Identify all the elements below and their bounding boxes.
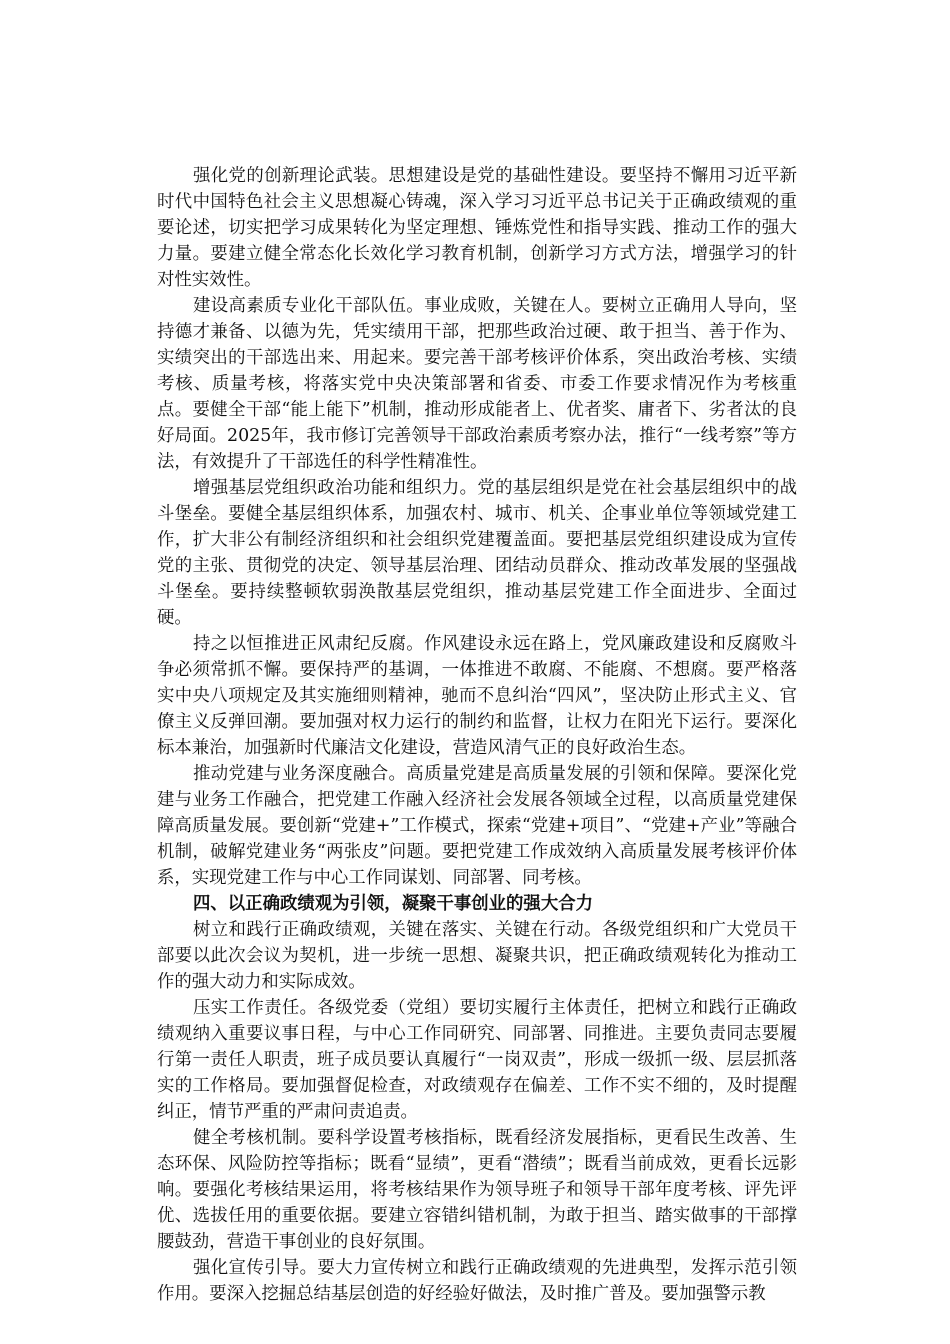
paragraph-cadre-team: 建设高素质专业化干部队伍。事业成败，关键在人。要树立正确用人导向，坚持德才兼备、以德为先，凭实绩用干部，把那些政治过硬、敢于担当、善于作为、实绩突出的干部选出来、用起来。要完善干部考核评价体系，突出政治考核、实绩考核、质量考核，将落实党中央决策部署和省委、市委工作要求情况作为考核重点。要健全干部“能上能下”机制，推动形成能者上、优者奖、庸者下、劣者汰的良好局面。2025年，我市修订完善领导干部政治素质考察办法，推行“一线考察”等方法，有效提升了干部选任的科学性精准性。 xyxy=(157,296,797,472)
paragraph-anti-corruption: 持之以恒推进正风肃纪反腐。作风建设永远在路上，党风廉政建设和反腐败斗争必须常抓不懈。要保持严的基调，一体推进不敢腐、不能腐、不想腐。要严格落实中央八项规定及其实施细则精神，驰而不息纠治“四风”，坚决防止形式主义、官僚主义反弹回潮。要加强对权力运行的制约和监督，让权力在阳光下运行。要深化标本兼治，加强新时代廉洁文化建设，营造风清气正的良好政治生态。 xyxy=(157,634,797,758)
paragraph-theory-study: 强化党的创新理论武装。思想建设是党的基础性建设。要坚持不懈用习近平新时代中国特色社会主义思想凝心铸魂，深入学习习近平总书记关于正确政绩观的重要论述，切实把学习成果转化为坚定理想、锤炼党性和指导实践、推动工作的强大力量。要建立健全常态化长效化学习教育机制，创新学习方式方法，增强学习的针对性实效性。 xyxy=(157,166,797,290)
paragraph-assessment-mechanism: 健全考核机制。要科学设置考核指标，既看经济发展指标，更看民生改善、生态环保、风险防控等指标；既看“显绩”，更看“潜绩”；既看当前成效，更看长远影响。要强化考核结果运用，将考核结果作为领导班子和领导干部年度考核、评先评优、选拔任用的重要依据。要建立容错纠错机制，为敢于担当、踏实做事的干部撑腰鼓劲，营造干事创业的良好氛围。 xyxy=(157,1128,797,1252)
paragraph-grassroots-organization: 增强基层党组织政治功能和组织力。党的基层组织是党在社会基层组织中的战斗堡垒。要健全基层组织体系，加强农村、城市、机关、企事业单位等领域党建工作，扩大非公有制经济组织和社会组织党建覆盖面。要把基层党组织建设成为宣传党的主张、贯彻党的决定、领导基层治理、团结动员群众、推动改革发展的坚强战斗堡垒。要持续整顿软弱涣散基层党组织，推动基层党建工作全面进步、全面过硬。 xyxy=(157,478,797,628)
paragraph-party-business-integration: 推动党建与业务深度融合。高质量党建是高质量发展的引领和保障。要深化党建与业务工作融合，把党建工作融入经济社会发展各领域全过程，以高质量党建保障高质量发展。要创新“党建+”工作模式，探索“党建+项目”、“党建+产业”等融合机制，破解党建业务“两张皮”问题。要把党建工作成效纳入高质量发展考核评价体系，实现党建工作与中心工作同谋划、同部署、同考核。 xyxy=(157,764,797,888)
paragraph-responsibility: 压实工作责任。各级党委（党组）要切实履行主体责任，把树立和践行正确政绩观纳入重要议事日程，与中心工作同研究、同部署、同推进。主要负责同志要履行第一责任人职责，班子成员要认真履行“一岗双责”，形成一级抓一级、层层抓落实的工作格局。要加强督促检查，对政绩观存在偏差、工作不实不细的，及时提醒纠正，情节严重的严肃问责追责。 xyxy=(157,998,797,1122)
paragraph-publicity: 强化宣传引导。要大力宣传树立和践行正确政绩观的先进典型，发挥示范引领作用。要深入挖掘总结基层创造的好经验好做法，及时推广普及。要加强警示教 xyxy=(157,1258,797,1304)
section-heading-four: 四、以正确政绩观为引领，凝聚干事创业的强大合力 xyxy=(193,894,593,914)
document-body xyxy=(157,163,797,1307)
paragraph-section-intro: 树立和践行正确政绩观，关键在落实、关键在行动。各级党组织和广大党员干部要以此次会议为契机，进一步统一思想、凝聚共识，把正确政绩观转化为推动工作的强大动力和实际成效。 xyxy=(157,920,797,992)
